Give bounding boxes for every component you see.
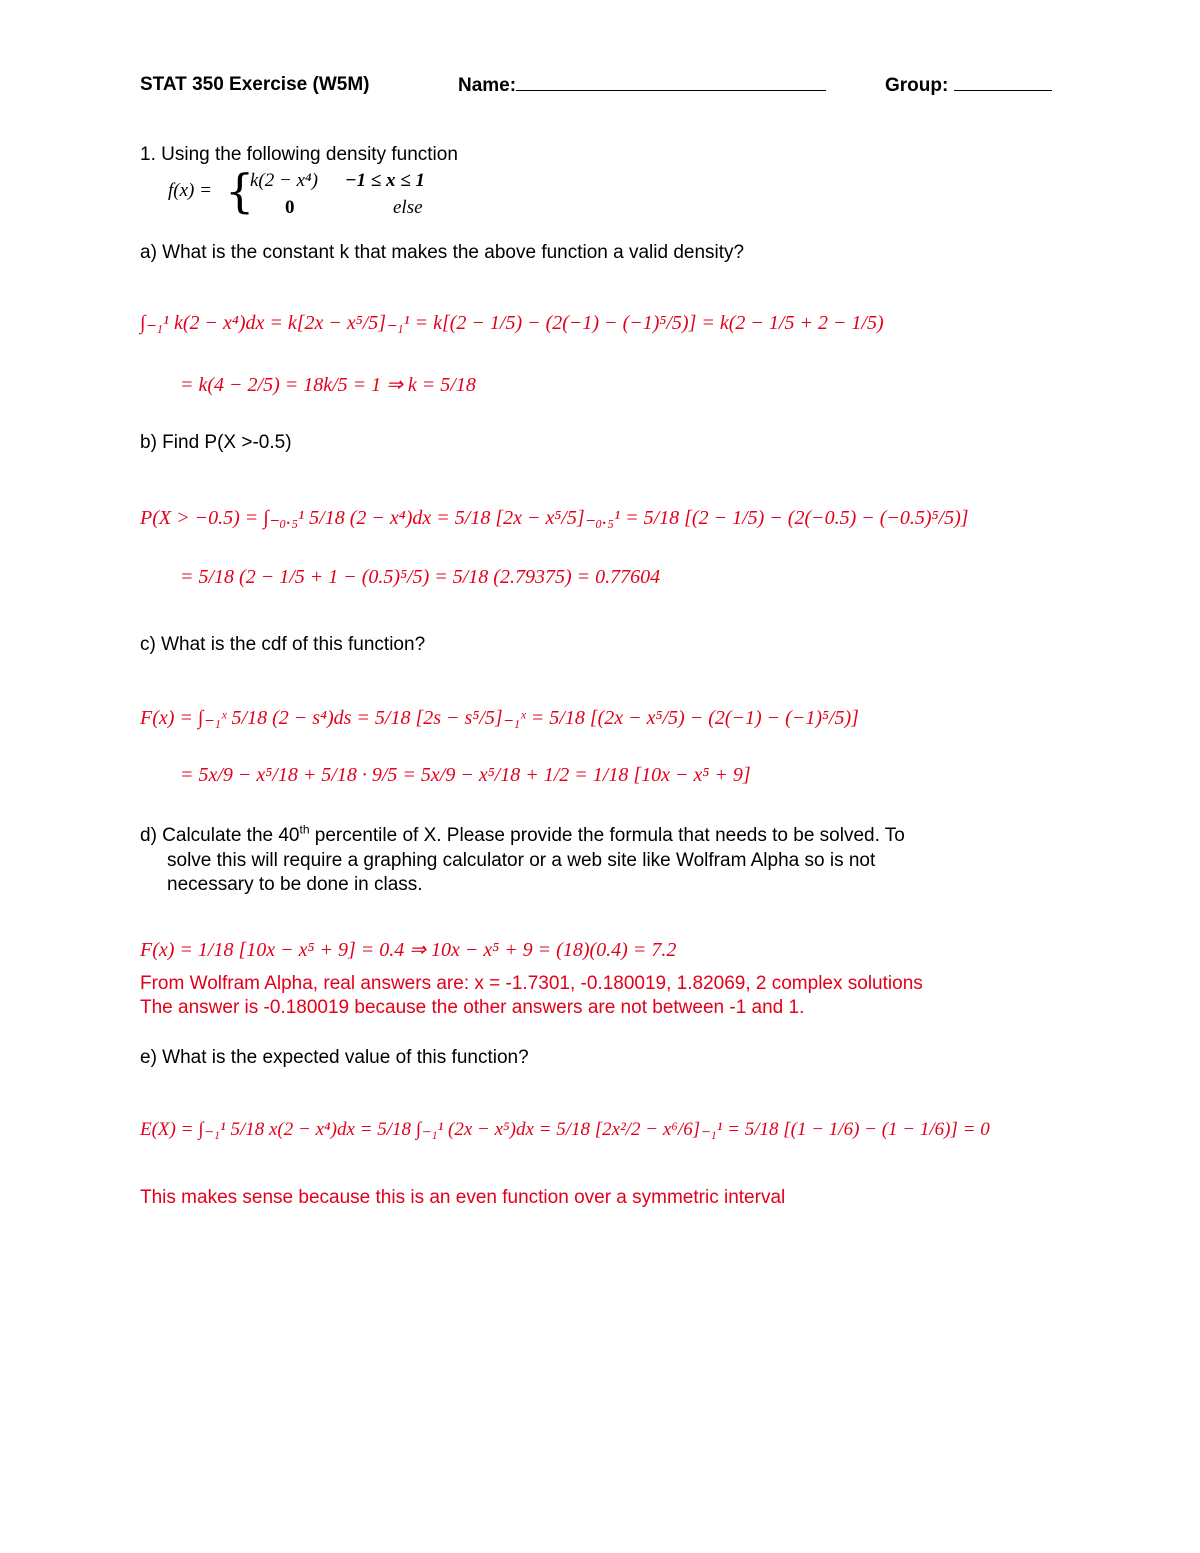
density-case1-cond: −1 ≤ x ≤ 1: [345, 170, 425, 191]
part-b-work-line2: = 5/18 (2 − 1/5 + 1 − (0.5)⁵/5) = 5/18 (2.79375) = 0.77604: [180, 566, 661, 588]
part-c-question: c) What is the cdf of this function?: [140, 634, 426, 655]
part-d-question-line2: solve this will require a graphing calculator or a web site like Wolfram Alpha so is not: [167, 850, 876, 871]
part-d-question-line3: necessary to be done in class.: [167, 874, 423, 895]
part-b-question: b) Find P(X >-0.5): [140, 432, 292, 453]
question-intro: 1. Using the following density function: [140, 144, 458, 165]
part-d-question-post: percentile of X. Please provide the formula that needs to be solved. To: [309, 825, 905, 846]
part-e-work-line1: E(X) = ∫₋₁¹ 5/18 x(2 − x⁴)dx = 5/18 ∫₋₁¹ (2x − x⁵)dx = 5/18 [2x²/2 − x⁶/6]₋₁¹ = 5/18 [(1 − 1/6) − (1 − 1/6)] = 0: [140, 1119, 990, 1140]
part-d-work-line1: F(x) = 1/18 [10x − x⁵ + 9] = 0.4 ⇒ 10x − x⁵ + 9 = (18)(0.4) = 7.2: [140, 939, 677, 961]
name-field: [458, 74, 826, 97]
part-b-work-line1: P(X > −0.5) = ∫₋₀.₅¹ 5/18 (2 − x⁴)dx = 5/18 [2x − x⁵/5]₋₀.₅¹ = 5/18 [(2 − 1/5) − (2(−0.5) − (−0.5)⁵/5)]: [140, 507, 969, 529]
name-label: Name:: [458, 75, 517, 96]
name-blank: [516, 74, 826, 91]
part-d-answer-line2: The answer is -0.180019 because the other answers are not between -1 and 1.: [140, 997, 805, 1018]
piecewise-brace: {: [225, 164, 255, 218]
part-a-question: a) What is the constant k that makes the above function a valid density?: [140, 242, 745, 263]
density-case1-expr: k(2 − x⁴): [250, 170, 318, 191]
part-e-note: This makes sense because this is an even function over a symmetric interval: [140, 1187, 786, 1208]
density-lhs: f(x) =: [168, 180, 212, 201]
part-d-answer-line1: From Wolfram Alpha, real answers are: x = -1.7301, -0.180019, 1.82069, 2 complex solutions: [140, 973, 923, 994]
part-c-work-line2: = 5x/9 − x⁵/18 + 5/18 · 9/5 = 5x/9 − x⁵/18 + 1/2 = 1/18 [10x − x⁵ + 9]: [180, 764, 751, 786]
part-c-work-line1: F(x) = ∫₋₁ˣ 5/18 (2 − s⁴)ds = 5/18 [2s − s⁵/5]₋₁ˣ = 5/18 [(2x − x⁵/5) − (2(−1) − (−1)⁵/5)]: [140, 707, 859, 729]
group-field: [885, 74, 1052, 97]
part-d-question-line1: [140, 822, 905, 847]
density-case2-cond: else: [393, 197, 423, 218]
density-case2-expr: 0: [285, 197, 295, 218]
part-a-work-line1: ∫₋₁¹ k(2 − x⁴)dx = k[2x − x⁵/5]₋₁¹ = k[(2 − 1/5) − (2(−1) − (−1)⁵/5)] = k(2 − 1/5 + 2 − 1/5): [140, 312, 884, 334]
part-d-question-pre: d) Calculate the 40: [140, 825, 300, 846]
group-label: Group:: [885, 75, 949, 96]
worksheet-title: STAT 350 Exercise (W5M): [140, 74, 370, 95]
part-e-question: e) What is the expected value of this function?: [140, 1047, 529, 1068]
part-d-question-sup: th: [299, 822, 310, 837]
group-blank: [954, 74, 1052, 91]
part-a-work-line2: = k(4 − 2/5) = 18k/5 = 1 ⇒ k = 5/18: [180, 374, 476, 396]
